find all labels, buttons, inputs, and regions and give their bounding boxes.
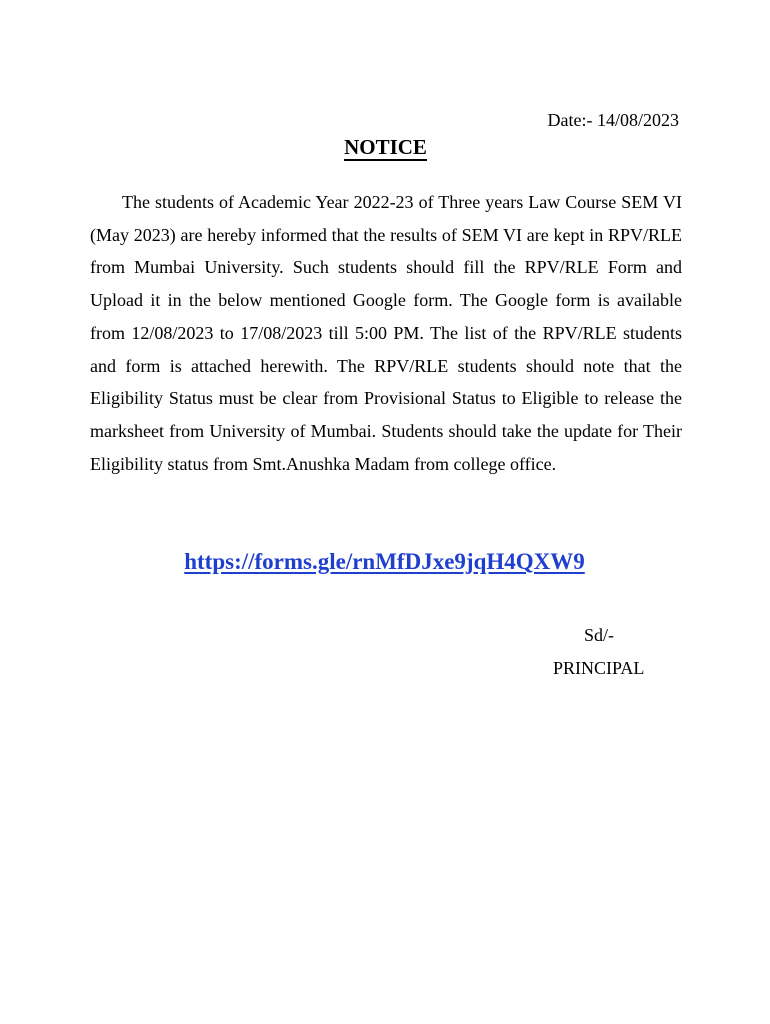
notice-title-text: NOTICE	[344, 135, 427, 159]
google-form-link-text[interactable]: https://forms.gle/rnMfDJxe9jqH4QXW9	[184, 549, 585, 574]
signature-mark: Sd/-	[584, 625, 615, 645]
notice-body: The students of Academic Year 2022-23 of Three years Law Course SEM VI (May 2023) are hereby informed that the results of SEM VI are kept in RPV/RLE from Mumbai University. Such students should fill the RPV/RLE Form and Upload it in the below mentioned Google form. The Google form is available from 12/08/2023 to 17/08/2023 till 5:00 PM. The list of the RPV/RLE students and form is attached herewith. The RPV/RLE students should note that the Eligibility Status must be clear from Provisional Status to Eligible to release the marksheet from University of Mumbai. Students should take the update for Their Eligibility status from Smt.Anushka Madam from college office.	[90, 192, 682, 474]
notice-title	[0, 133, 770, 161]
signature-block	[553, 619, 693, 685]
signatory-title: PRINCIPAL	[553, 658, 645, 678]
notice-date: Date:- 14/08/2023	[547, 110, 679, 130]
google-form-link[interactable]	[0, 547, 770, 577]
